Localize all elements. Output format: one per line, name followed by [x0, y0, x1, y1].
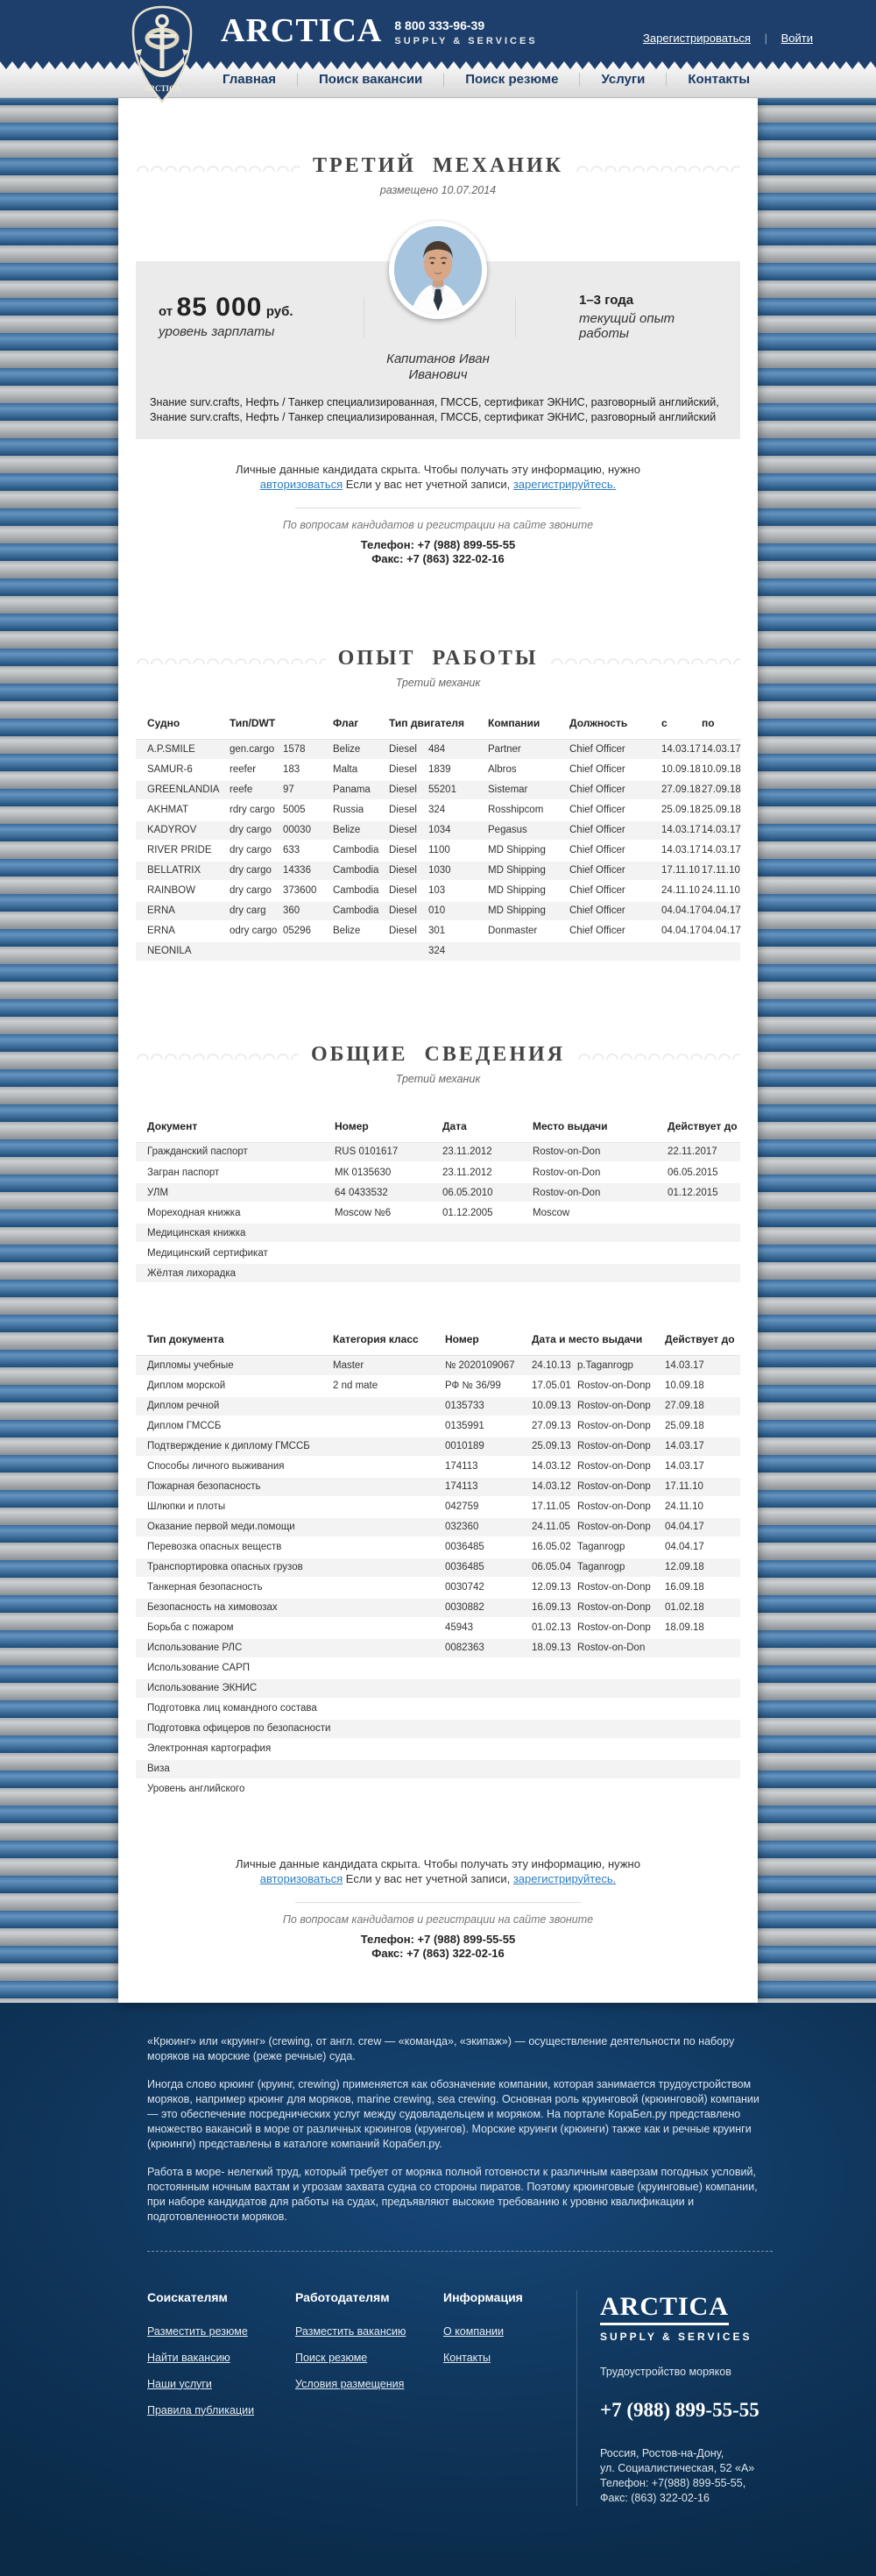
table-row: Диплом ГМССБ 0135991 27.09.13 Rostov-on-Donp 25.09.18	[136, 1416, 740, 1437]
page-title: ТРЕТИЙ МЕХАНИК	[312, 154, 564, 177]
column-header: Место выдачи	[533, 1120, 668, 1143]
table-row: Использование РЛС 0082363 18.09.13 Rostov-on-Don	[136, 1638, 740, 1658]
column-header: Флаг	[333, 717, 389, 740]
nav-item[interactable]: Поиск резюме	[443, 73, 579, 87]
call-note	[136, 519, 740, 566]
nav-item[interactable]: Поиск вакансии	[297, 73, 443, 87]
table-row: SAMUR-6 reefer 183 Malta Diesel 1839 Albros Chief Officer 10.09.18 10.09.18	[136, 760, 740, 780]
table-row: Безопасность на химовозах 0030882 16.09.13 Rostov-on-Donp 01.02.18	[136, 1598, 740, 1618]
footer-link[interactable]: Условия размещения	[295, 2377, 405, 2390]
table-row: Пожарная безопасность 174113 14.03.12 Rostov-on-Donp 17.11.10	[136, 1477, 740, 1497]
call-hint: По вопросам кандидатов и регистрации на сайте звоните	[282, 519, 594, 531]
salary-prefix: от	[159, 304, 173, 319]
register-link[interactable]: Зарегистрироваться	[643, 32, 751, 45]
table-row: ERNA dry carg 360 Cambodia Diesel 010 MD Shipping Chief Officer 04.04.17 04.04.17	[136, 901, 740, 921]
table-row: Подтверждение к диплому ГМССБ 0010189 25.09.13 Rostov-on-Donp 14.03.17	[136, 1437, 740, 1457]
footer-link[interactable]: Контакты	[443, 2351, 491, 2364]
table-row: Шлюпки и плоты 042759 17.11.05 Rostov-on-Donp 24.11.10	[136, 1497, 740, 1517]
column-header: Номер	[445, 1333, 532, 1356]
footer-brand-block	[600, 2290, 759, 2506]
column-header: Должность	[569, 717, 661, 740]
footer-link[interactable]: Наши услуги	[147, 2377, 212, 2390]
brand-title: ARCTICA	[221, 12, 383, 49]
table-row: Электронная картография	[136, 1739, 740, 1759]
section-divider	[295, 507, 581, 508]
column-header	[283, 717, 333, 740]
wave-decoration	[550, 654, 740, 664]
header-phone: 8 800 333-96-39	[394, 18, 485, 32]
column-header: Дата и место выдачи	[532, 1333, 577, 1356]
experience-section-title: ОПЫТ РАБОТЫ	[337, 647, 539, 670]
table-row: Медицинская книжка	[136, 1223, 740, 1243]
table-row: Жёлтая лихорадка	[136, 1263, 740, 1283]
footer-column-title: Соискателям	[147, 2289, 228, 2304]
column-header: Категория класс	[333, 1333, 445, 1356]
wave-decoration	[136, 1049, 299, 1060]
table-row: Гражданский паспорт RUS 0101617 23.11.2012 Rostov-on-Don 22.11.2017	[136, 1142, 740, 1162]
fax-line: Факс: +7 (863) 322-02-16	[371, 1946, 505, 1960]
table-row: Уровень английского	[136, 1779, 740, 1799]
footer-address: Россия, Ростов-на-Дону, ул. Социалистическая, 52 «А» Телефон: +7(988) 899-55-55, Факс: (863) 322-02-16	[600, 2446, 755, 2504]
column-header: Тип/DWT	[230, 717, 283, 740]
salary-amount: 85 000	[176, 293, 263, 322]
experience-label: текущий опыт работы	[579, 311, 675, 341]
posted-date: размещено 10.07.2014	[379, 184, 497, 196]
auth-note-bottom: Личные данные кандидата скрыта. Чтобы получать эту информацию, нужно авторизоваться Если у вас нет учетной записи, зарегистрируйтесь.	[236, 1856, 640, 1885]
call-hint: По вопросам кандидатов и регистрации на сайте звоните	[282, 1912, 594, 1926]
footer-link[interactable]: О компании	[443, 2324, 504, 2338]
candidate-photo	[389, 221, 487, 319]
fax-line: Факс: +7 (863) 322-02-16	[371, 552, 505, 565]
auth-links-separator: |	[764, 32, 767, 45]
footer-phone: +7 (988) 899-55-55	[600, 2398, 759, 2421]
table-row: ERNA odry cargo 05296 Belize Diesel 301 Donmaster Chief Officer 04.04.17 04.04.17	[136, 921, 740, 941]
content-sheet	[118, 98, 758, 2003]
wave-decoration	[136, 654, 326, 664]
table-row: Мореходная книжка Moscow №6 01.12.2005 Moscow	[136, 1203, 740, 1223]
table-row: NEONILA 324	[136, 941, 740, 962]
register-inline-link[interactable]: зарегистрируйтесь.	[512, 1871, 617, 1885]
table-row: Транспортировка опасных грузов 0036485 06.05.04 Taganrogp 12.09.18	[136, 1558, 740, 1578]
auth-links	[643, 32, 813, 45]
table-row: Танкерная безопасность 0030742 12.09.13 Rostov-on-Donp 16.09.18	[136, 1578, 740, 1598]
brand-tagline: SUPPLY & SERVICES	[394, 36, 538, 46]
experience-table	[136, 717, 740, 962]
column-header: Тип двигателя	[389, 717, 428, 740]
experience-value: 1–3 года	[579, 293, 634, 308]
footer-column-information	[443, 2290, 576, 2506]
footer-brand-subtitle: Трудоустройство моряков	[600, 2365, 731, 2378]
call-note-bottom	[136, 1913, 740, 1961]
table-row: Подготовка офицеров по безопасности	[136, 1719, 740, 1739]
table-row: GREENLANDIA reefe 97 Panama Diesel 55201 Sistemar Chief Officer 27.09.18 27.09.18	[136, 780, 740, 800]
documents-section-title: ОБЩИЕ СВЕДЕНИЯ	[310, 1042, 566, 1066]
candidate-block	[136, 261, 740, 439]
column-header: Судно	[136, 717, 230, 740]
footer-paragraph: Иногда слово крюинг (круинг, crewing) применяется как обозначение компании, которая занимается трудоустройством моряков, например крюинг для моряков, marine crewing, sea crewing. Основная роль круинговой (крюинговой) компании — это обеспечение посреднических услуг между судовладельцем и моряком. На портале КораБел.ру представлено множество вакансий в море от различных крюингов (круингов). Морские круинги (крюинги) также как и речные круинги (крюинги) представлены в каталоге компаний Корабел.ру.	[147, 2077, 759, 2150]
table-row: A.P.SMILE gen.cargo 1578 Belize Diesel 484 Partner Chief Officer 14.03.17 14.03.17	[136, 740, 740, 760]
experience-subtitle: Третий механик	[395, 677, 481, 689]
table-row: Виза	[136, 1759, 740, 1779]
arctica-anchor-logo-icon[interactable]	[130, 5, 194, 103]
footer-link[interactable]: Найти вакансию	[147, 2351, 230, 2364]
authorize-link[interactable]: авторизоваться	[259, 478, 343, 491]
table-row: Диплом морской 2 nd mate РФ № 36/99 17.05.01 Rostov-on-Donp 10.09.18	[136, 1376, 740, 1396]
table-row: Оказание первой меди.помощи 032360 24.11.05 Rostov-on-Donp 04.04.17	[136, 1517, 740, 1537]
column-header: Действует до	[665, 1333, 740, 1356]
table-row: Дипломы учебные Master № 2020109067 24.10.13 p.Taganrogp 14.03.17	[136, 1356, 740, 1376]
footer-column-title: Информация	[443, 2289, 523, 2304]
section-divider	[295, 1902, 581, 1903]
skills-text: Знание surv.crafts, Нефть / Танкер специализированная, ГМССБ, сертификат ЭКНИС, разговорный английский, Знание surv.crafts, Нефть / Танкер специализированная, ГМССБ, сертификат ЭКНИС, разговорный английский	[150, 396, 719, 423]
column-header: Компании	[488, 717, 569, 740]
footer-column-title: Работодателям	[295, 2289, 390, 2304]
footer-link[interactable]: Правила публикации	[147, 2403, 255, 2416]
nav-item[interactable]: Главная	[223, 71, 277, 87]
footer-link[interactable]: Разместить вакансию	[295, 2324, 406, 2338]
footer-dashed-divider	[147, 2251, 773, 2252]
column-header: Номер	[335, 1120, 442, 1143]
footer-link[interactable]: Поиск резюме	[295, 2351, 368, 2364]
footer-column-employers	[295, 2290, 443, 2506]
salary-label: уровень зарплаты	[159, 324, 275, 339]
documents-table	[136, 1120, 740, 1285]
svg-text:ARCTICA: ARCTICA	[143, 84, 181, 93]
footer-paragraph: «Крюинг» или «круинг» (crewing, от англ. crew — «команда», «экипаж») — осуществление деятельности по набору моряков на морские (реже речные) суда.	[147, 2034, 735, 2062]
nav-item[interactable]: Контакты	[666, 73, 771, 87]
table-row: Способы личного выживания 174113 14.03.12 Rostov-on-Donp 14.03.17	[136, 1457, 740, 1477]
column-header: по	[702, 717, 740, 740]
table-row: Загран паспорт МК 0135630 23.11.2012 Rostov-on-Don 06.05.2015	[136, 1162, 740, 1182]
footer-paragraph: Работа в море- нелегкий труд, который требует от моряка полной готовности к различным каверзам погодных условий, постоянным ночным вахтам и угрозам захвата судна со стороны пиратов. Поэтому крюинговые (круинговые) компании, при наборе кандидатов для работы на судах, предъявляют высокие требованию к уровню квалификации и подготовленности моряков.	[147, 2165, 758, 2223]
table-row: AKHMAT rdry cargo 5005 Russia Diesel 324 Rosshipcom Chief Officer 25.09.18 25.09.18	[136, 800, 740, 820]
table-row: Борьба с пожаром 45943 01.02.13 Rostov-on-Donp 18.09.18	[136, 1618, 740, 1638]
register-inline-link[interactable]: зарегистрируйтесь.	[512, 478, 617, 491]
footer-brand-tagline: SUPPLY & SERVICES	[600, 2330, 752, 2343]
site-footer	[0, 2003, 876, 2576]
column-header: Действует до	[668, 1120, 740, 1143]
table-row: KADYROV dry cargo 00030 Belize Diesel 1034 Pegasus Chief Officer 14.03.17 14.03.17	[136, 820, 740, 841]
auth-note: Личные данные кандидата скрыта. Чтобы получать эту информацию, нужно авторизоваться Если у вас нет учетной записи, зарегистрируйтесь.	[236, 463, 640, 491]
wave-decoration	[136, 161, 300, 172]
table-row: Подготовка лиц командного состава	[136, 1699, 740, 1719]
login-link[interactable]: Войти	[781, 32, 813, 45]
phone-line: Телефон: +7 (988) 899-55-55	[360, 1932, 516, 1946]
authorize-link[interactable]: авторизоваться	[259, 1871, 343, 1885]
table-row: Перевозка опасных веществ 0036485 16.05.02 Taganrogp 04.04.17	[136, 1537, 740, 1558]
column-header: Тип документа	[136, 1333, 333, 1356]
phone-line: Телефон: +7 (988) 899-55-55	[360, 538, 516, 551]
nav-item[interactable]: Услуги	[579, 73, 666, 87]
table-row: Диплом речной 0135733 10.09.13 Rostov-on-Donp 27.09.18	[136, 1396, 740, 1416]
table-row: Использование САРП	[136, 1658, 740, 1678]
wave-decoration	[577, 1049, 740, 1060]
column-header: Дата	[442, 1120, 533, 1143]
table-row: Использование ЭКНИС	[136, 1678, 740, 1699]
documents-subtitle: Третий механик	[395, 1072, 481, 1085]
wave-decoration	[576, 161, 740, 172]
salary-suffix: руб.	[265, 304, 293, 319]
table-row: BELLATRIX dry cargo 14336 Cambodia Diesel 1030 MD Shipping Chief Officer 17.11.10 17.11.10	[136, 861, 740, 881]
column-header: Документ	[136, 1120, 335, 1143]
footer-column-jobseekers	[147, 2290, 295, 2506]
candidate-name: Капитанов Иван Иванович	[386, 351, 490, 382]
table-row: Медицинский сертификат	[136, 1243, 740, 1263]
footer-logo: ARCTICA	[600, 2294, 729, 2325]
certificates-table	[136, 1333, 740, 1800]
footer-link[interactable]: Разместить резюме	[147, 2324, 248, 2338]
brand-block	[221, 14, 538, 47]
table-row: УЛМ 64 0433532 06.05.2010 Rostov-on-Don 01.12.2015	[136, 1182, 740, 1203]
footer-vertical-rule	[576, 2290, 577, 2506]
column-header: с	[661, 717, 702, 740]
table-row: RAINBOW dry cargo 373600 Cambodia Diesel 103 MD Shipping Chief Officer 24.11.10 24.11.10	[136, 881, 740, 901]
table-row: RIVER PRIDE dry cargo 633 Cambodia Diesel 1100 MD Shipping Chief Officer 14.03.17 14.03.17	[136, 841, 740, 861]
